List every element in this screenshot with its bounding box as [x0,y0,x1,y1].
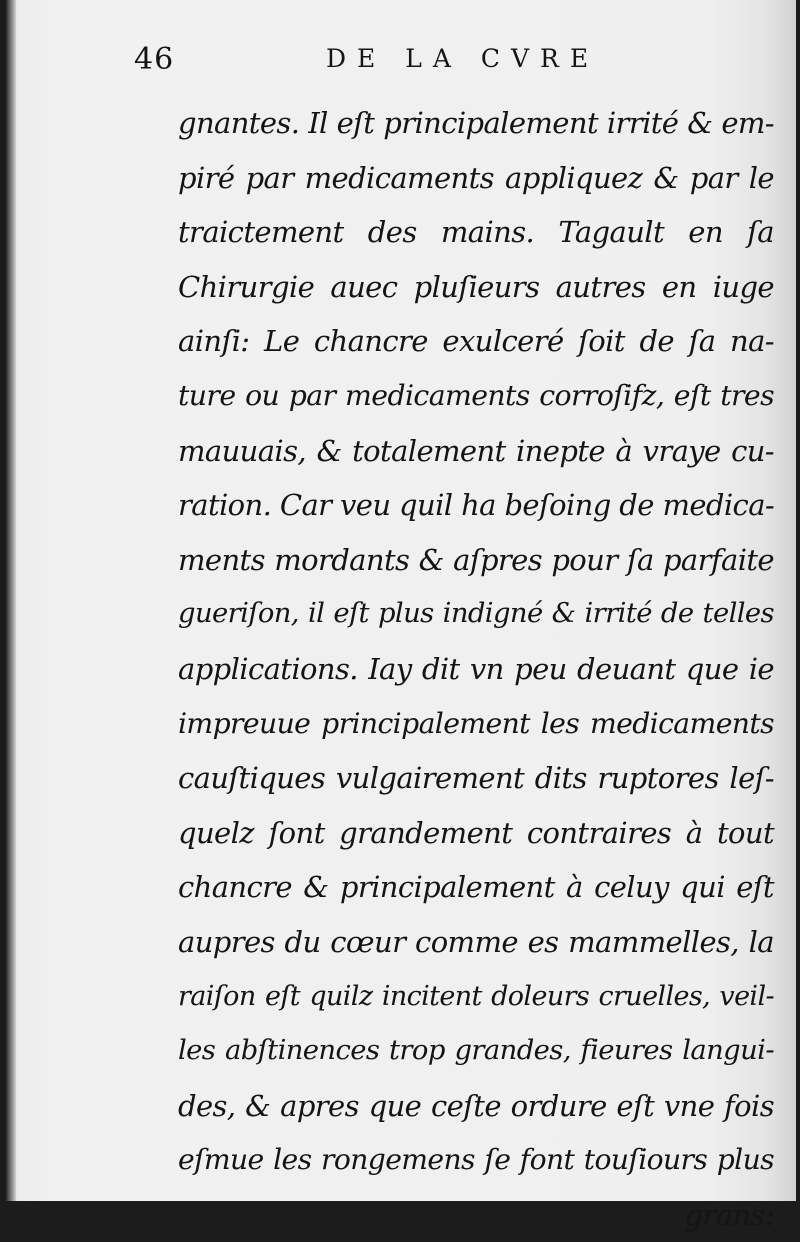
text-line: ments mordants & aſpres pour ſa parfaite [178,542,774,577]
page-gutter-edge [6,0,16,1201]
text-line: quelz ſont grandement contraires à tout [178,815,774,850]
book-page [6,0,796,1232]
running-head: DE LA CVRE [326,44,600,73]
text-line: gueriſon, il eſt plus indigné & irrité de telles [178,598,774,630]
text-line: traictement des mains. Tagault en ſa [178,215,774,250]
text-line: ture ou par medicaments corroſifz, eſt tres [178,378,774,412]
text-line: applications. Iay dit vn peu deuant que ie [178,651,774,686]
text-line: mauuais, & totalement inepte à vraye cu- [178,433,774,468]
text-line: chancre & principalement à celuy qui eſt [178,870,774,905]
catchword: grans: [684,1197,774,1232]
text-line: ration. Car veu quil ha beſoing de medica- [178,488,775,523]
text-line: aupres du cœur comme es mammelles, la [178,924,774,959]
text-line: des, & apres que ceſte ordure eſt vne fois [178,1088,774,1123]
text-line: les abſtinences trop grandes, fieures langui- [178,1035,774,1067]
text-line: cauſtiques vulgairement dits ruptores leſ- [178,761,774,796]
text-line: piré par medicaments appliquez & par le [178,160,774,195]
page-header [6,38,796,88]
text-line: gnantes. Il eſt principalement irrité & em- [178,106,774,140]
text-line: Chirurgie auec pluſieurs autres en iuge [178,269,774,304]
page-number: 46 [134,42,175,77]
body-text [178,96,774,1242]
text-line: impreuue principalement les medicaments [178,706,774,740]
text-line: raiſon eſt quilz incitent doleurs cruelles, veil- [178,980,774,1012]
text-line: ainſi: Le chancre exulceré ſoit de ſa na- [178,324,774,359]
text-line: eſmue les rongemens ſe font touſiours plus [178,1143,774,1177]
